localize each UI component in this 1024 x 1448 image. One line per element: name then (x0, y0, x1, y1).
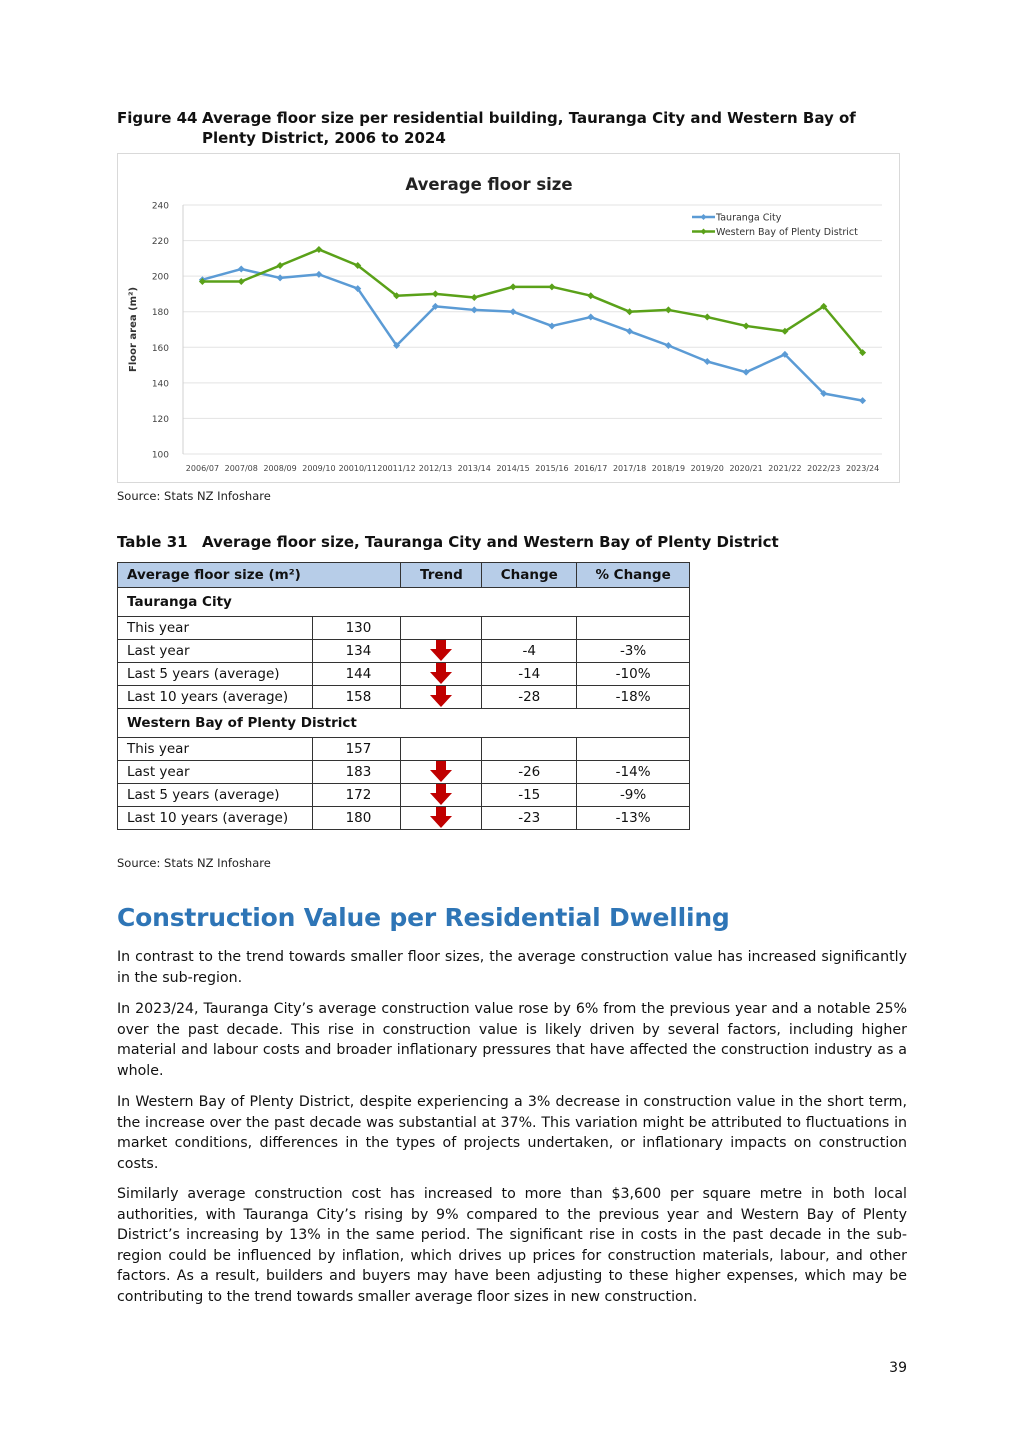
table-header-row (118, 563, 690, 588)
row-pct-change: -18% (577, 686, 690, 709)
table-row (118, 738, 690, 761)
row-trend (401, 640, 482, 663)
row-pct-change: -13% (577, 807, 690, 830)
data-point (704, 314, 711, 321)
row-trend (401, 663, 482, 686)
x-tick-label: 2017/18 (612, 464, 647, 473)
paragraph-3: In Western Bay of Plenty District, despite experiencing a 3% decrease in construction value in the short term, the increase over the past decade was substantial at 37%. This variation might be attributed to fluctuations in market conditions, differences in the types of projects undertaken, or inflationary impacts on construction costs. (117, 1094, 907, 1172)
x-tick-label: 2016/17 (574, 464, 608, 473)
data-point (315, 246, 322, 253)
chart-container (117, 153, 900, 483)
table-caption (117, 533, 779, 551)
row-label: Last 5 years (average) (118, 663, 313, 686)
data-point (238, 266, 245, 273)
row-pct-change: -9% (577, 784, 690, 807)
x-tick-label: 2018/19 (651, 464, 686, 473)
table-row (118, 617, 690, 640)
row-change (482, 738, 577, 761)
row-label: Last year (118, 640, 313, 663)
legend-entry: Tauranga City (716, 212, 782, 224)
data-point (471, 306, 478, 313)
data-point (704, 358, 711, 365)
table-title: Average floor size, Tauranga City and Western Bay of Plenty District (202, 533, 779, 551)
row-label: Last 5 years (average) (118, 784, 313, 807)
table-group-row (118, 709, 690, 738)
row-pct-change: -14% (577, 761, 690, 784)
row-label: Last 10 years (average) (118, 686, 313, 709)
row-trend (401, 784, 482, 807)
y-tick-label: 160 (151, 343, 169, 354)
table-row (118, 784, 690, 807)
row-pct-change (577, 738, 690, 761)
paragraph-2: In 2023/24, Tauranga City’s average construction value rose by 6% from the previous year and a notable 25% over the past decade. This rise in construction value is likely driven by several factors, including higher material and labour costs and broader inflationary pressures that have affected the construction industry as a whole. (117, 1001, 907, 1079)
data-point (238, 278, 245, 285)
x-tick-label: 2021/22 (768, 464, 802, 473)
y-tick-label: 220 (151, 237, 169, 248)
y-tick-label: 100 (151, 450, 169, 461)
row-change: -26 (482, 761, 577, 784)
data-point (510, 283, 517, 290)
row-trend (401, 738, 482, 761)
x-tick-label: 2014/15 (496, 464, 530, 473)
row-change: -28 (482, 686, 577, 709)
figure-number: Figure 44 (117, 109, 198, 127)
row-label: Last year (118, 761, 313, 784)
row-change: -15 (482, 784, 577, 807)
floor-size-table (117, 562, 690, 830)
data-point (548, 283, 555, 290)
x-tick-label: 2006/07 (185, 464, 220, 473)
series-line-0 (202, 269, 862, 401)
section-heading: Construction Value per Residential Dwelling (117, 903, 730, 932)
row-pct-change: -10% (577, 663, 690, 686)
row-value: 144 (312, 663, 401, 686)
table-group-row (118, 588, 690, 617)
legend-entry: Western Bay of Plenty District (716, 227, 858, 238)
row-trend (401, 617, 482, 640)
data-point (743, 322, 750, 329)
row-label: Last 10 years (average) (118, 807, 313, 830)
row-value: 172 (312, 784, 401, 807)
figure-source: Source: Stats NZ Infoshare (117, 489, 271, 503)
x-tick-label: 2008/09 (263, 464, 297, 473)
x-tick-label: 2019/20 (690, 464, 724, 473)
y-axis-label: Floor area (m²) (128, 286, 139, 373)
row-change: -23 (482, 807, 577, 830)
data-point (626, 328, 633, 335)
table-row (118, 686, 690, 709)
row-pct-change: -3% (577, 640, 690, 663)
x-tick-label: 2020/21 (729, 464, 763, 473)
down-arrow-icon (429, 761, 453, 783)
data-point (432, 290, 439, 297)
x-tick-label: 2013/14 (457, 464, 491, 473)
x-tick-label: 2015/16 (535, 464, 569, 473)
x-tick-label: 20011/12 (377, 464, 416, 473)
row-value: 158 (312, 686, 401, 709)
x-tick-label: 2009/10 (302, 464, 336, 473)
table-row (118, 761, 690, 784)
row-value: 134 (312, 640, 401, 663)
table-row (118, 640, 690, 663)
x-tick-label: 2012/13 (418, 464, 453, 473)
row-trend (401, 686, 482, 709)
data-point (859, 397, 866, 404)
table-group-title: Western Bay of Plenty District (118, 709, 690, 738)
chart-title: Average floor size (405, 175, 573, 194)
row-change: -14 (482, 663, 577, 686)
header-label: Average floor size (m²) (118, 563, 401, 588)
table-row (118, 663, 690, 686)
figure-caption (117, 108, 907, 148)
data-point (587, 314, 594, 321)
header-pct-change: % Change (577, 563, 690, 588)
data-point (665, 342, 672, 349)
data-point (315, 271, 322, 278)
row-pct-change (577, 617, 690, 640)
row-change: -4 (482, 640, 577, 663)
table-number: Table 31 (117, 533, 188, 551)
down-arrow-icon (429, 663, 453, 685)
row-value: 180 (312, 807, 401, 830)
data-point (548, 322, 555, 329)
data-point (277, 262, 284, 269)
page-number: 39 (889, 1360, 907, 1376)
down-arrow-icon (429, 807, 453, 829)
y-tick-label: 200 (151, 272, 169, 283)
header-trend: Trend (401, 563, 482, 588)
row-value: 130 (312, 617, 401, 640)
series-line-1 (202, 249, 862, 352)
y-tick-label: 180 (151, 308, 169, 319)
x-tick-label: 2007/08 (224, 464, 258, 473)
data-point (277, 274, 284, 281)
paragraph-1: In contrast to the trend towards smaller floor sizes, the average construction value has increased significantly in the sub-region. (117, 949, 907, 986)
row-label: This year (118, 617, 313, 640)
x-tick-label: 2022/23 (807, 464, 841, 473)
row-change (482, 617, 577, 640)
row-trend (401, 807, 482, 830)
legend-marker (701, 229, 707, 235)
line-chart (118, 154, 901, 484)
table-source: Source: Stats NZ Infoshare (117, 856, 271, 870)
table-group-title: Tauranga City (118, 588, 690, 617)
down-arrow-icon (429, 686, 453, 708)
y-tick-label: 240 (151, 201, 169, 212)
row-trend (401, 761, 482, 784)
row-label: This year (118, 738, 313, 761)
x-tick-label: 2023/24 (845, 464, 880, 473)
row-value: 157 (312, 738, 401, 761)
data-point (471, 294, 478, 301)
data-point (626, 308, 633, 315)
down-arrow-icon (429, 784, 453, 806)
figure-title: Average floor size per residential building, Tauranga City and Western Bay of Plenty District, 2006 to 2024 (202, 109, 856, 147)
y-tick-label: 140 (151, 379, 169, 390)
row-value: 183 (312, 761, 401, 784)
data-point (587, 292, 594, 299)
table-row (118, 807, 690, 830)
legend-marker (701, 214, 707, 220)
data-point (510, 308, 517, 315)
y-tick-label: 120 (151, 414, 169, 425)
down-arrow-icon (429, 640, 453, 662)
header-change: Change (482, 563, 577, 588)
paragraph-4: Similarly average construction cost has increased to more than $3,600 per square metre in both local authorities, with Tauranga City’s rising by 9% compared to the previous year and Western Bay of Plenty District’s increasing by 13% in the same period. The significant rise in costs in the past decade in the sub-region could be influenced by inflation, which drives up prices for construction materials, labour, and other factors. As a result, builders and buyers may have been adjusting to these higher expenses, which may be contributing to the trend towards smaller average floor sizes in new construction. (117, 1186, 907, 1305)
data-point (665, 306, 672, 313)
x-tick-label: 20010/11 (338, 464, 377, 473)
